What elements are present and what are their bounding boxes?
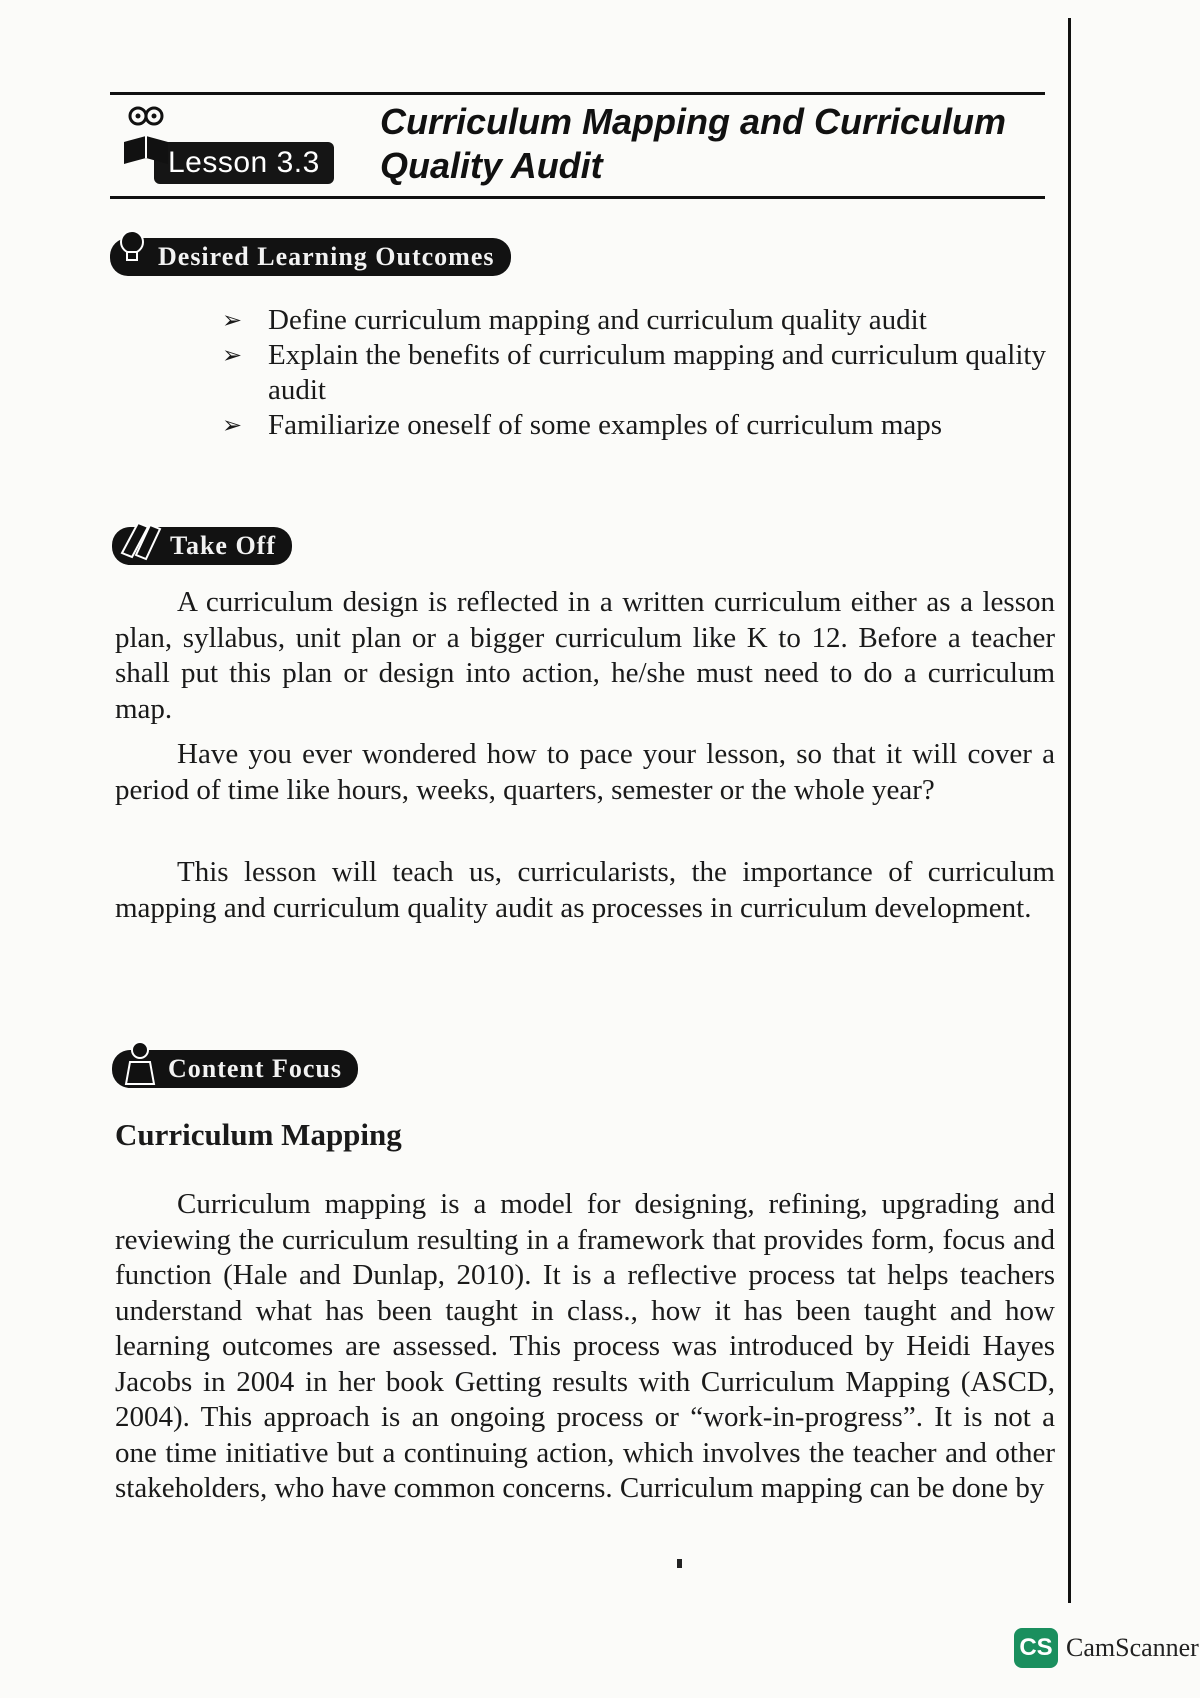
camscanner-logo-icon: CS: [1014, 1628, 1058, 1668]
section-badge-take-off: [112, 527, 292, 565]
list-item: [222, 338, 1062, 408]
section-heading-content-focus: Content Focus: [168, 1054, 343, 1083]
outcomes-list: [222, 303, 1062, 443]
page-margin-line: [1068, 18, 1071, 1603]
list-item: [222, 408, 1062, 443]
outcome-text: Familiarize oneself of some examples of curriculum maps: [268, 409, 943, 441]
take-off-paragraph-2: Have you ever wondered how to pace your lesson, so that it will cover a period of time like hours, weeks, quarters, semester or the whole year?: [115, 738, 1055, 806]
take-off-paragraph-3: This lesson will teach us, curricularists, the importance of curriculum mapping and curriculum quality audit as processes in curriculum development.: [115, 856, 1055, 924]
section-badge-outcomes: [110, 238, 511, 276]
header-rule-bottom: [110, 196, 1045, 199]
camscanner-watermark: [1014, 1628, 1199, 1668]
print-mark: [677, 1559, 682, 1568]
lesson-title-line-2: Quality Audit: [380, 145, 603, 186]
lesson-title: [380, 100, 1060, 188]
header-rule-top: [110, 92, 1045, 95]
arrow-bullet-icon: ➢: [222, 411, 243, 439]
take-off-paragraph-1: A curriculum design is reflected in a written curriculum either as a lesson plan, syllabus, unit plan or a bigger curriculum like K to 12. Before a teacher shall put this plan or design into action, he/she must need to do a curriculum map.: [115, 586, 1055, 725]
lesson-number-label: Lesson 3.3: [154, 142, 334, 184]
list-item: [222, 303, 1062, 338]
lesson-title-line-1: Curriculum Mapping and Curriculum: [380, 101, 1007, 142]
lesson-badge: [118, 142, 334, 184]
content-focus-paragraph: Curriculum mapping is a model for designing, refining, upgrading and reviewing the curriculum resulting in a framework that provides form, focus and function (Hale and Dunlap, 2010). It is a reflective process tat helps teachers understand what has been taught in class., how it has been taught and how learning outcomes are assessed. This process was introduced by Heidi Hayes Jacobs in 2004 in her book Getting results with Curriculum Mapping (ASCD, 2004). This approach is an ongoing process or “work-in-progress”. It is not a one time initiative but a continuing action, which involves the teacher and other stakeholders, who have common concerns. Curriculum mapping can be done by: [115, 1188, 1055, 1504]
subheading-curriculum-mapping: Curriculum Mapping: [115, 1117, 402, 1152]
section-heading-outcomes: Desired Learning Outcomes: [158, 242, 495, 271]
thinking-figure-icon: [118, 1040, 162, 1086]
arrow-bullet-icon: ➢: [222, 306, 243, 334]
books-icon: [118, 517, 168, 561]
lightbulb-icon: [116, 228, 148, 264]
reading-mascot-icon: [118, 102, 176, 168]
section-heading-take-off: Take Off: [170, 531, 276, 560]
camscanner-name: CamScanner: [1066, 1633, 1199, 1662]
outcome-text: Define curriculum mapping and curriculum quality audit: [268, 304, 927, 336]
outcome-text: Explain the benefits of curriculum mapping and curriculum quality audit: [268, 339, 1046, 406]
arrow-bullet-icon: ➢: [222, 341, 243, 369]
section-badge-content-focus: [112, 1050, 358, 1088]
